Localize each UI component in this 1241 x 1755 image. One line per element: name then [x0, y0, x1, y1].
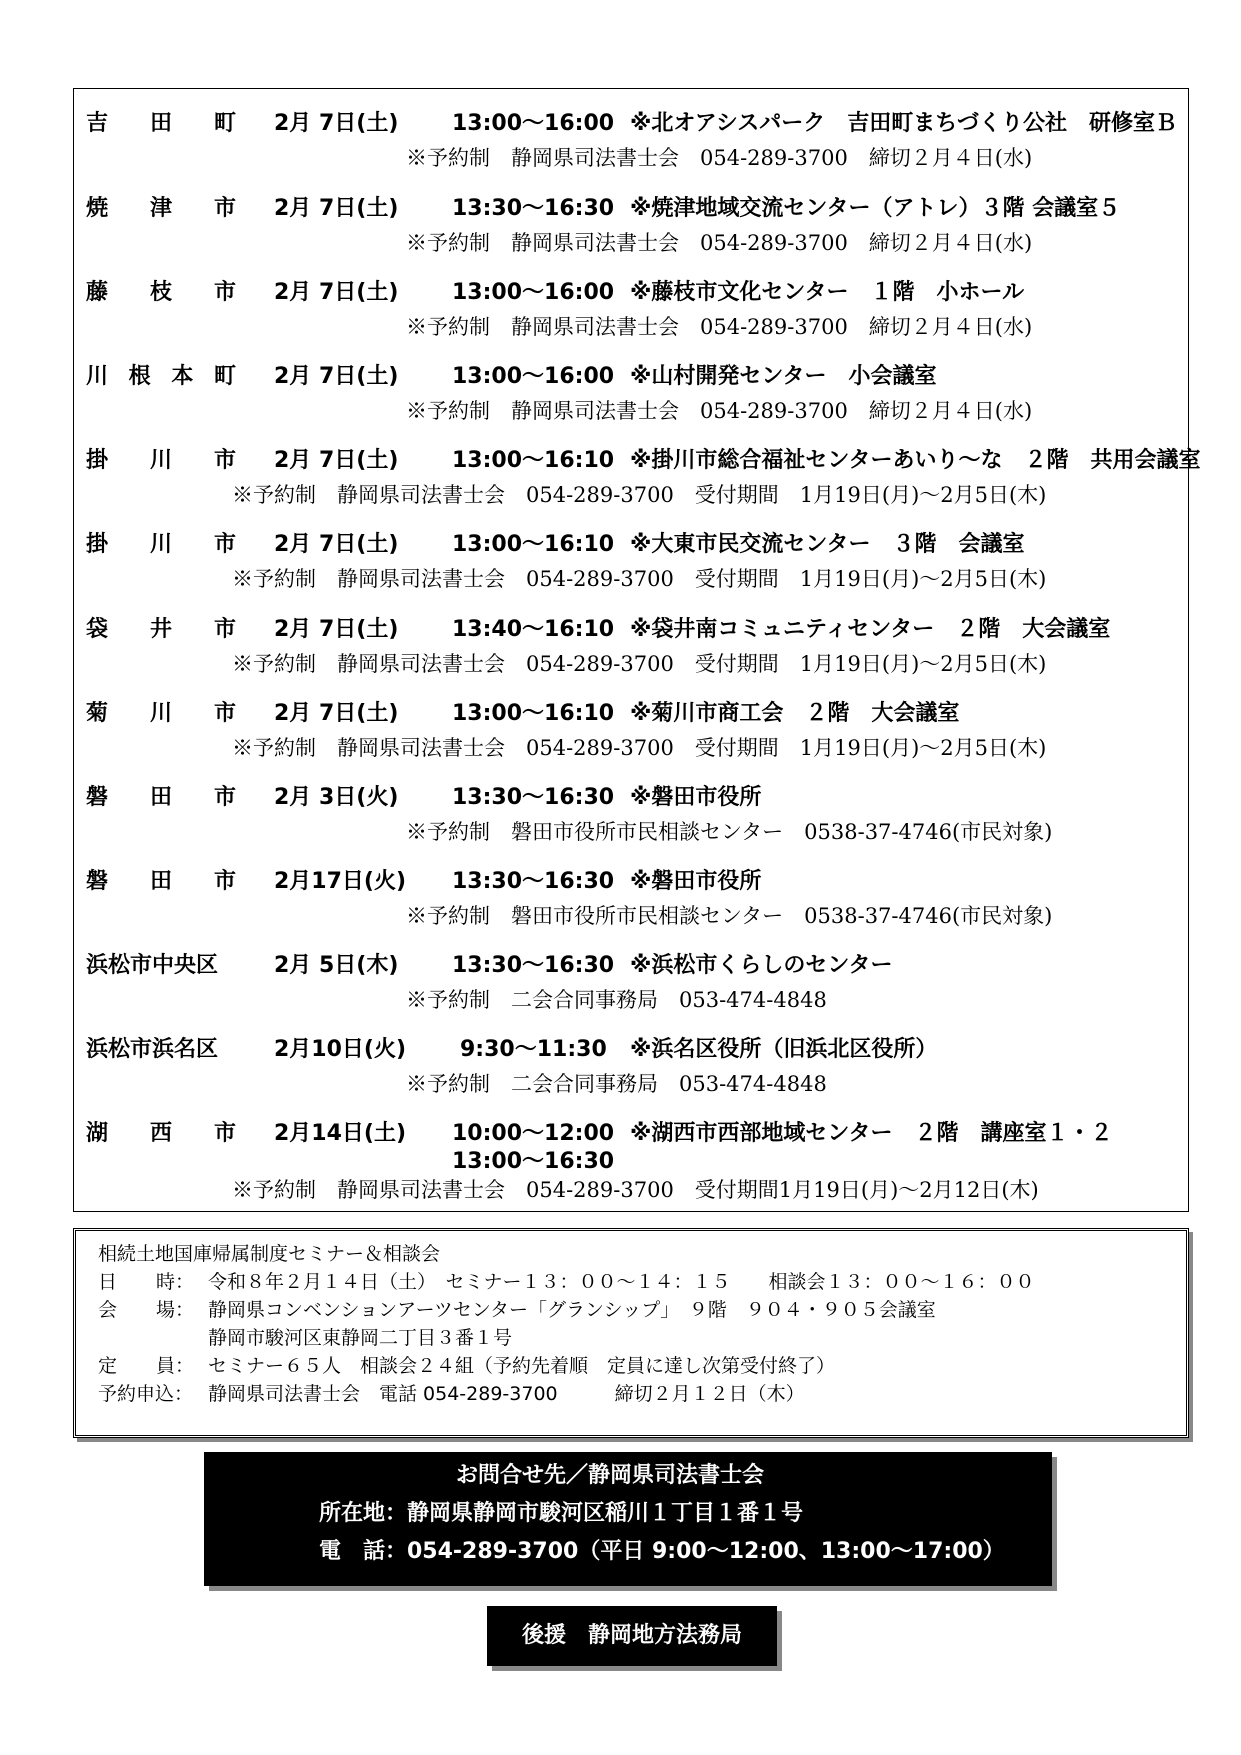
schedule-venue: ※磐田市役所 — [630, 869, 762, 894]
schedule-row — [74, 1119, 1188, 1149]
schedule-venue: ※湖西市西部地域センター ２階 講座室１・２ — [630, 1121, 1113, 1146]
seminar-box — [73, 1228, 1189, 1438]
schedule-row — [74, 446, 1201, 476]
schedule-date: 2月 7日(土) — [274, 701, 399, 726]
contact-title: お問合せ先／静岡県司法書士会 — [456, 1463, 765, 1488]
seminar-apply-label: 予約申込： — [98, 1383, 194, 1405]
schedule-venue: ※掛川市総合福祉センターあいり～な ２階 共用会議室 — [630, 448, 1201, 473]
schedule-venue: ※焼津地域交流センター（アトレ）３階 会議室５ — [630, 196, 1121, 221]
schedule-reservation: ※予約制 磐田市役所市民相談センター 0538-37-4746(市民対象) — [406, 904, 1053, 928]
schedule-row — [74, 615, 1188, 645]
schedule-time: 13:30～16:30 — [452, 869, 615, 894]
schedule-venue: ※浜名区役所（旧浜北区役所） — [630, 1037, 938, 1062]
schedule-time: 13:00～16:10 — [452, 532, 615, 557]
schedule-time-second: 13:00～16:30 — [452, 1149, 615, 1174]
schedule-reservation: ※予約制 静岡県司法書士会 054-289-3700 受付期間 1月19日(月)～2月5日(木) — [232, 567, 1047, 591]
schedule-date: 2月 7日(土) — [274, 364, 399, 389]
seminar-venue-label: 会 場： — [98, 1299, 194, 1321]
schedule-row — [74, 362, 1188, 392]
schedule-time: 13:40～16:10 — [452, 617, 615, 642]
schedule-time: 10:00～12:00 — [452, 1121, 615, 1146]
seminar-title: 相続土地国庫帰属制度セミナー＆相談会 — [98, 1243, 441, 1265]
seminar-apply-value: 静岡県司法書士会 電話 054-289-3700 締切２月１２日（木） — [208, 1383, 805, 1405]
schedule-venue: ※山村開発センター 小会議室 — [630, 364, 937, 389]
schedule-venue: ※袋井南コミュニティセンター ２階 大会議室 — [630, 617, 1111, 642]
schedule-city: 焼 津 市 — [86, 196, 236, 221]
contact-phone: 電 話：054-289-3700（平日 9:00～12:00、13:00～17:00） — [319, 1539, 1005, 1564]
schedule-city: 磐 田 市 — [86, 869, 236, 894]
schedule-date: 2月10日(火) — [274, 1037, 407, 1062]
schedule-venue: ※菊川市商工会 ２階 大会議室 — [630, 701, 960, 726]
schedule-row — [74, 194, 1188, 224]
schedule-table — [73, 88, 1201, 1212]
contact-box — [204, 1452, 1052, 1586]
schedule-date: 2月 7日(土) — [274, 196, 399, 221]
schedule-reservation: ※予約制 静岡県司法書士会 054-289-3700 受付期間1月19日(月)～2月12日(木) — [232, 1178, 1039, 1202]
schedule-date: 2月 3日(火) — [274, 785, 399, 810]
schedule-date: 2月 7日(土) — [274, 280, 399, 305]
schedule-reservation: ※予約制 静岡県司法書士会 054-289-3700 受付期間 1月19日(月)～2月5日(木) — [232, 652, 1047, 676]
schedule-row — [74, 1035, 1188, 1065]
seminar-date-value: 令和８年２月１４日（土） セミナー１３：００～１４：１５ 相談会１３：００～１６：００ — [208, 1271, 1035, 1293]
schedule-row — [74, 278, 1188, 308]
schedule-date: 2月14日(土) — [274, 1121, 407, 1146]
sponsor-label: 後援 静岡地方法務局 — [487, 1606, 777, 1666]
schedule-date: 2月 5日(木) — [274, 953, 399, 978]
seminar-address: 静岡市駿河区東静岡二丁目３番１号 — [208, 1327, 513, 1349]
schedule-time: 13:30～16:30 — [452, 196, 615, 221]
schedule-city: 吉 田 町 — [86, 111, 236, 136]
schedule-reservation: ※予約制 静岡県司法書士会 054-289-3700 締切２月４日(水) — [406, 146, 1033, 170]
schedule-city: 掛 川 市 — [86, 532, 236, 557]
schedule-time: 13:00～16:00 — [452, 111, 615, 136]
schedule-date: 2月 7日(土) — [274, 617, 399, 642]
schedule-date: 2月 7日(土) — [274, 448, 399, 473]
schedule-row — [74, 951, 1188, 981]
schedule-row — [74, 109, 1188, 139]
schedule-row — [74, 530, 1188, 560]
schedule-date: 2月17日(火) — [274, 869, 407, 894]
schedule-time: 13:30～16:30 — [452, 953, 615, 978]
schedule-date: 2月 7日(土) — [274, 532, 399, 557]
contact-address: 所在地：静岡県静岡市駿河区稲川１丁目１番１号 — [319, 1501, 804, 1526]
schedule-city: 浜松市浜名区 — [86, 1037, 219, 1062]
schedule-time: 13:00～16:00 — [452, 364, 615, 389]
schedule-venue: ※北オアシスパーク 吉田町まちづくり公社 研修室Ｂ — [630, 111, 1177, 136]
schedule-reservation: ※予約制 二会合同事務局 053-474-4848 — [406, 988, 827, 1012]
schedule-city: 磐 田 市 — [86, 785, 236, 810]
schedule-city: 菊 川 市 — [86, 701, 236, 726]
schedule-venue: ※浜松市くらしのセンター — [630, 953, 893, 978]
schedule-date: 2月 7日(土) — [274, 111, 399, 136]
schedule-reservation: ※予約制 静岡県司法書士会 054-289-3700 締切２月４日(水) — [406, 231, 1033, 255]
schedule-time: 13:00～16:10 — [452, 448, 615, 473]
schedule-city: 浜松市中央区 — [86, 953, 219, 978]
seminar-capacity-value: セミナー６５人 相談会２４組（予約先着順 定員に達し次第受付終了） — [208, 1355, 836, 1377]
schedule-venue: ※磐田市役所 — [630, 785, 762, 810]
schedule-reservation: ※予約制 静岡県司法書士会 054-289-3700 締切２月４日(水) — [406, 315, 1033, 339]
schedule-venue: ※大東市民交流センター ３階 会議室 — [630, 532, 1025, 557]
schedule-row — [74, 783, 1188, 813]
schedule-row — [74, 867, 1188, 897]
schedule-time: 9:30～11:30 — [460, 1037, 607, 1062]
schedule-time: 13:00～16:10 — [452, 701, 615, 726]
schedule-row — [74, 699, 1188, 729]
schedule-reservation: ※予約制 静岡県司法書士会 054-289-3700 受付期間 1月19日(月)～2月5日(木) — [232, 483, 1047, 507]
schedule-reservation: ※予約制 静岡県司法書士会 054-289-3700 受付期間 1月19日(月)～2月5日(木) — [232, 736, 1047, 760]
schedule-city: 川 根 本 町 — [86, 364, 236, 389]
schedule-city: 掛 川 市 — [86, 448, 236, 473]
schedule-reservation: ※予約制 静岡県司法書士会 054-289-3700 締切２月４日(水) — [406, 399, 1033, 423]
schedule-city: 湖 西 市 — [86, 1121, 236, 1146]
seminar-capacity-label: 定 員： — [98, 1355, 194, 1377]
schedule-time: 13:00～16:00 — [452, 280, 615, 305]
schedule-time: 13:30～16:30 — [452, 785, 615, 810]
seminar-venue-value: 静岡県コンベンションアーツセンター「グランシップ」 ９階 ９０４・９０５会議室 — [208, 1299, 936, 1321]
schedule-venue: ※藤枝市文化センター １階 小ホール — [630, 280, 1025, 305]
schedule-reservation: ※予約制 二会合同事務局 053-474-4848 — [406, 1072, 827, 1096]
schedule-city: 袋 井 市 — [86, 617, 236, 642]
seminar-date-label: 日 時： — [98, 1271, 194, 1293]
schedule-reservation: ※予約制 磐田市役所市民相談センター 0538-37-4746(市民対象) — [406, 820, 1053, 844]
schedule-city: 藤 枝 市 — [86, 280, 236, 305]
